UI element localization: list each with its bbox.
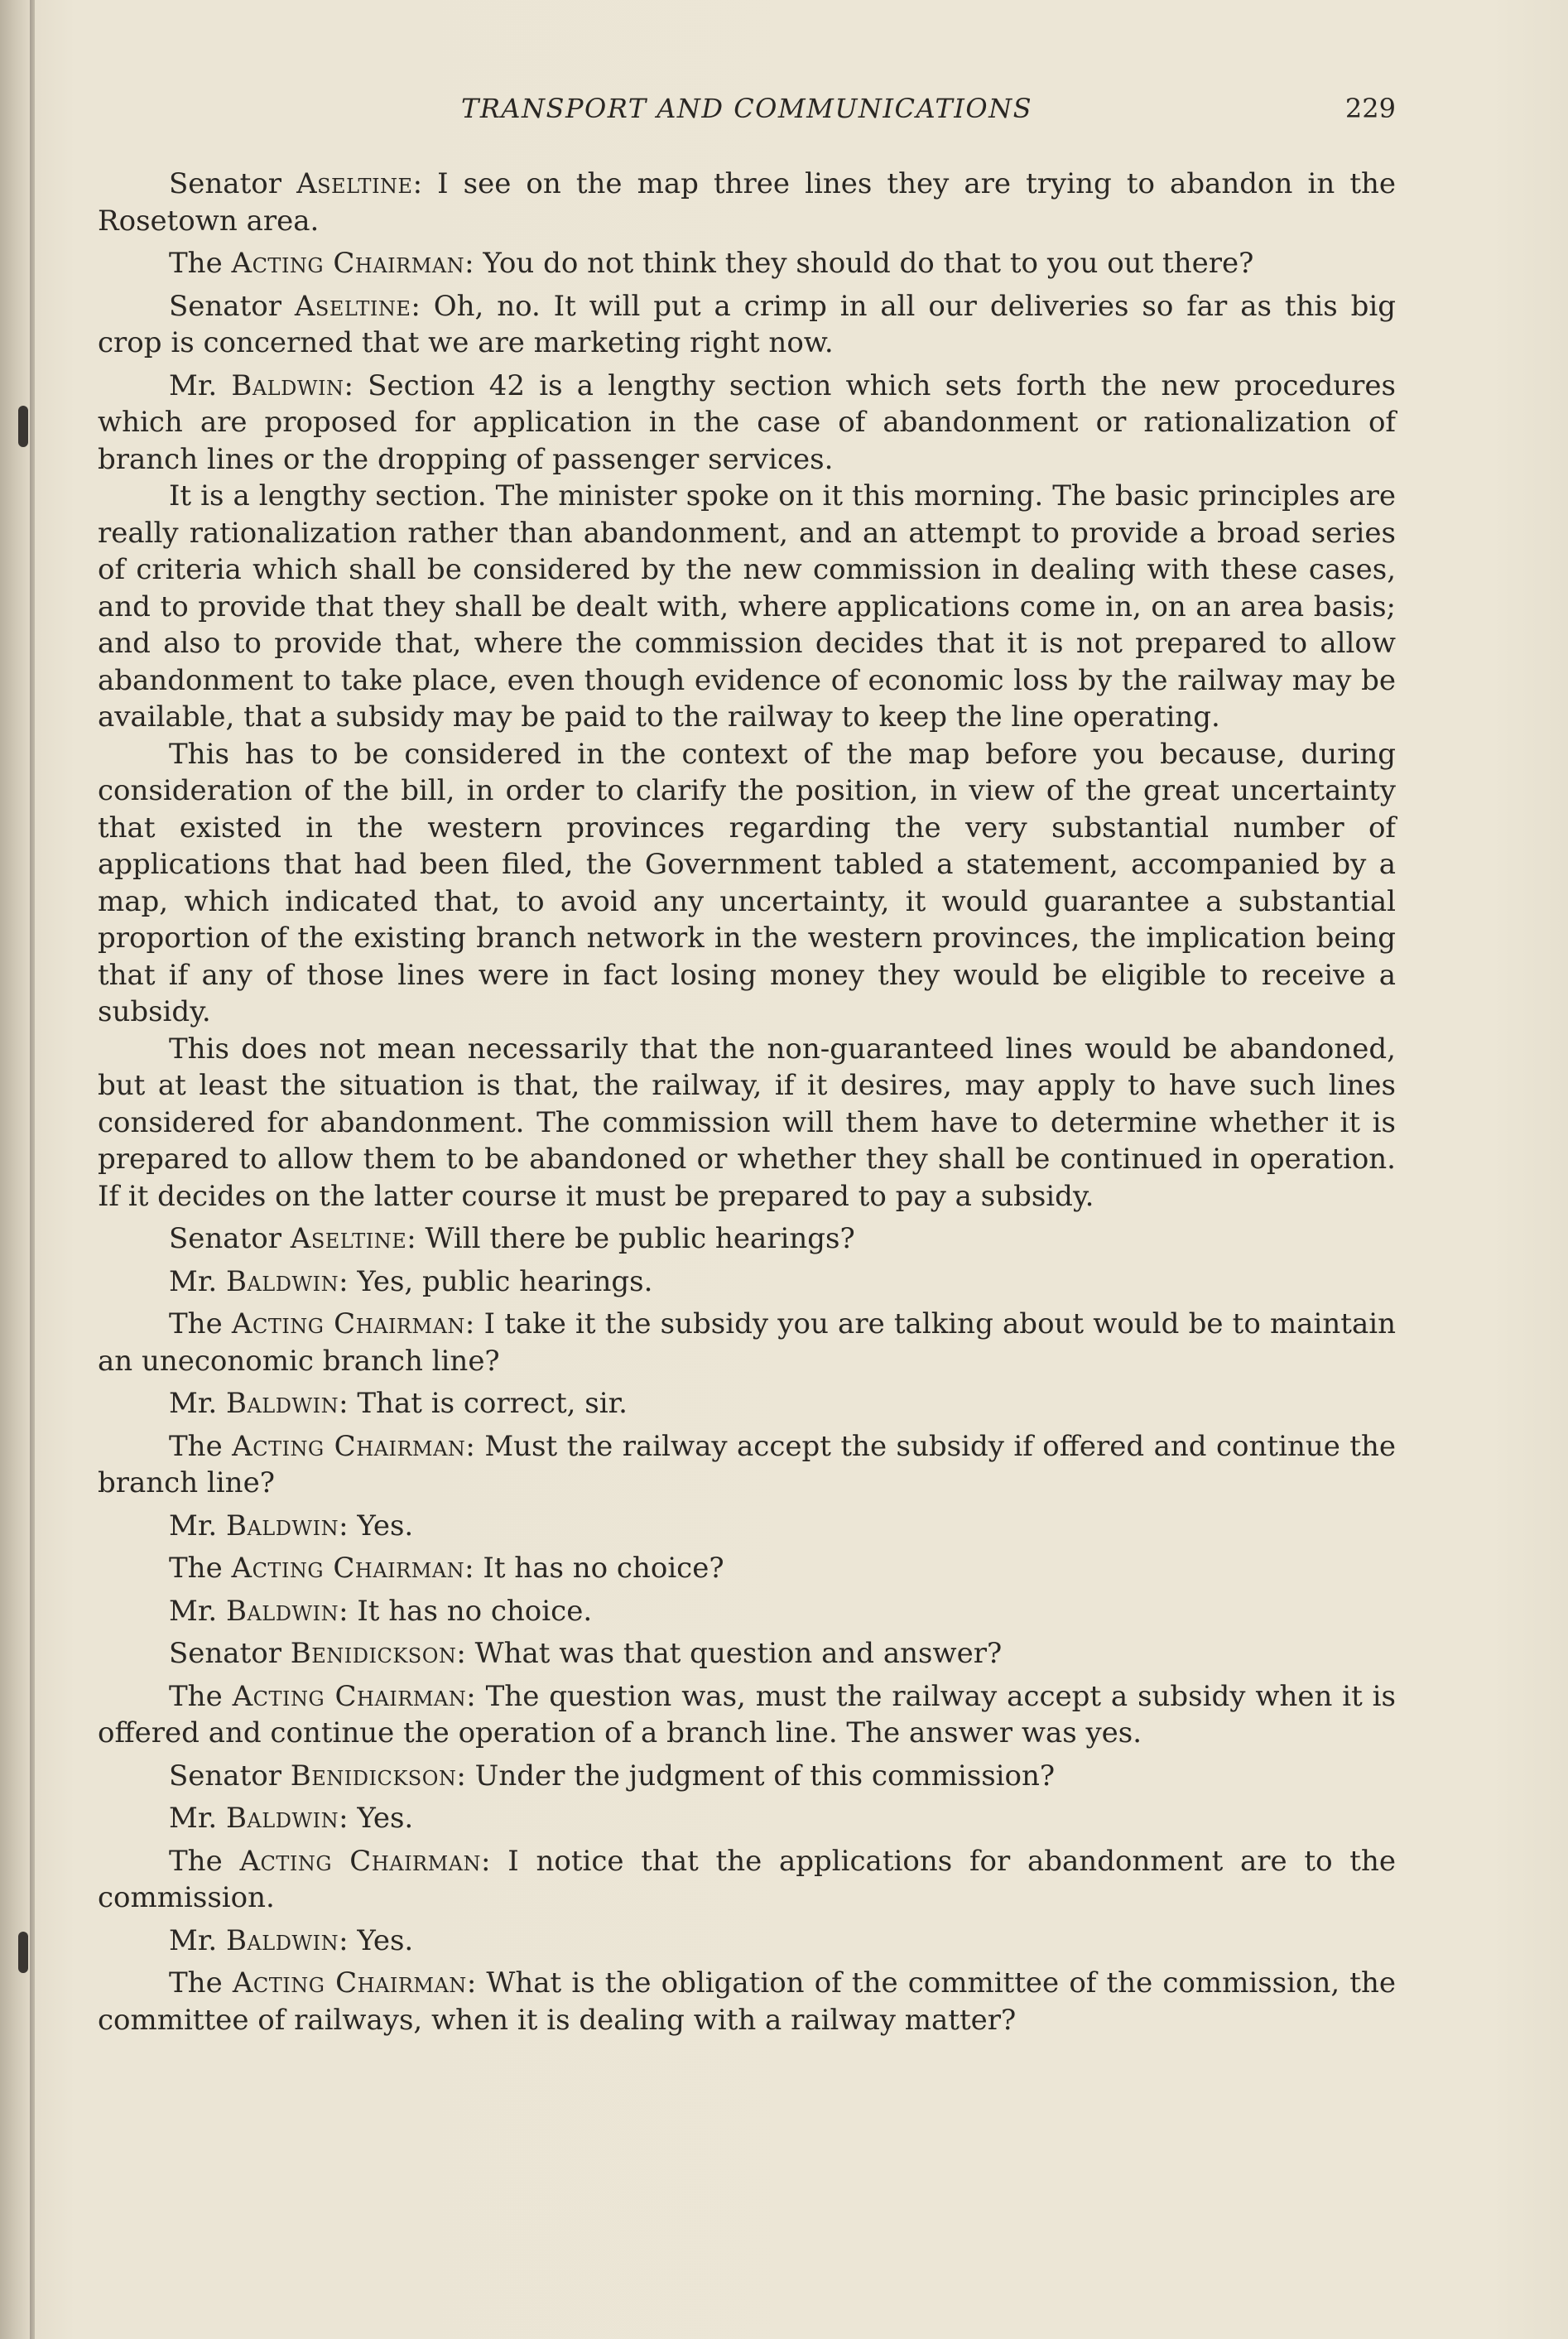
- paragraph-text: : It has no choice.: [339, 1594, 593, 1628]
- speaker-paragraph: [98, 1550, 1396, 1587]
- paragraph-text: : Under the judgment of this commission?: [456, 1759, 1056, 1793]
- paragraph-text: : Yes.: [339, 1509, 414, 1542]
- paragraph-text: This has to be considered in the context of the map before you because, during consideration of the bill, in order to clarify the position, in view of the great uncertainty that existed in the western provinces regarding the very substantial number of applications that had been filed, the Government tabled a statement, accompanied by a map, which indicated that, to avoid any uncertainty, it would guarantee a substantial proportion of the existing branch network in the western provinces, the implication being that if any of those lines were in fact losing money they would be eligible to receive a subsidy.: [98, 737, 1396, 1028]
- speaker-paragraph: [98, 245, 1396, 282]
- speaker-name: Baldwin: [231, 368, 344, 402]
- running-head: TRANSPORT AND COMMUNICATIONS: [460, 93, 1033, 124]
- speaker-name: Aseltine: [296, 167, 413, 200]
- speaker-paragraph: [98, 1593, 1396, 1630]
- paragraph-text: : I take it the subsidy you are talking about would be to maintain an uneconomic branch line?: [98, 1307, 1396, 1378]
- speaker-paragraph: [98, 1306, 1396, 1379]
- speaker-paragraph: [98, 1263, 1396, 1301]
- paragraph-text: : Will there be public hearings?: [406, 1222, 855, 1255]
- paragraph-text: : I see on the map three lines they are trying to abandon in the Rosetown area.: [98, 167, 1397, 238]
- speaker-title: Senator: [169, 1759, 291, 1793]
- paragraph-text: : I notice that the applications for abandonment are to the commission.: [98, 1844, 1396, 1914]
- margin-mark: [18, 406, 28, 447]
- speaker-paragraph: [98, 166, 1396, 239]
- speaker-paragraph: [98, 288, 1396, 362]
- speaker-title: Mr.: [169, 1802, 226, 1835]
- speaker-name: Acting Chairman: [231, 1552, 465, 1585]
- paragraph-text: : Yes.: [339, 1802, 414, 1835]
- speaker-paragraph: [98, 1758, 1396, 1795]
- paragraph-text: : Yes, public hearings.: [339, 1264, 653, 1298]
- speaker-name: Aseltine: [290, 1222, 407, 1255]
- speaker-title: Senator: [169, 167, 297, 200]
- speaker-name: Acting Chairman: [231, 1307, 465, 1340]
- page-header: [98, 93, 1396, 129]
- paragraph-text: : Oh, no. It will put a crimp in all our deliveries so far as this big crop is concerned that we are marketing right now.: [98, 289, 1396, 359]
- speaker-title: Senator: [169, 1222, 291, 1255]
- page-number: 229: [1344, 93, 1396, 124]
- speaker-name: Acting Chairman: [231, 247, 465, 280]
- paragraph-text: It is a lengthy section. The minister spoke on it this morning. The basic principles are really rationalization rather than abandonment, and an attempt to provide a broad series of criteria which shall be considered by the new commission in dealing with these cases, and to provide that they shall be dealt with, where applications come in, on an area basis; and also to provide that, where the commission decides that it is not prepared to allow abandonment to take place, even though evidence of economic loss by the railway may be available, that a subsidy may be paid to the railway to keep the line operating.: [98, 479, 1396, 734]
- speaker-paragraph: [98, 1428, 1396, 1502]
- continuation-paragraph: [98, 1031, 1396, 1215]
- speaker-name: Benidickson: [290, 1637, 457, 1670]
- speaker-name: Baldwin: [225, 1923, 339, 1957]
- speaker-name: Baldwin: [225, 1594, 339, 1628]
- paragraph-text: : Must the railway accept the subsidy if offered and continue the branch line?: [98, 1429, 1396, 1499]
- paragraph-text: : The question was, must the railway accept a subsidy when it is offered and continue the operation of a branch line. The answer was yes.: [98, 1679, 1396, 1749]
- paragraph-text: : What is the obligation of the committee of the commission, the committee of railways, when it is dealing with a railway matter?: [98, 1966, 1396, 2037]
- speaker-name: Baldwin: [225, 1264, 339, 1298]
- speaker-name: Baldwin: [225, 1387, 339, 1420]
- speaker-title: Senator: [169, 1637, 291, 1670]
- margin-mark: [18, 1932, 28, 1973]
- paragraph-text: This does not mean necessarily that the non-guaranteed lines would be abandoned, but at least the situation is that, the railway, if it desires, may apply to have such lines considered for abandonment. The commission will them have to determine whether it is prepared to allow them to be abandoned or whether they shall be continued in operation. If it decides on the latter course it must be prepared to pay a subsidy.: [98, 1032, 1396, 1213]
- speaker-title: The: [169, 247, 232, 280]
- speaker-name: Aseltine: [294, 289, 411, 323]
- speaker-paragraph: [98, 1843, 1396, 1917]
- speaker-paragraph: [98, 368, 1396, 479]
- paragraph-text: : It has no choice?: [464, 1552, 724, 1585]
- speaker-paragraph: [98, 1923, 1396, 1960]
- transcript-body: [98, 166, 1396, 2044]
- speaker-title: Mr.: [169, 1387, 226, 1420]
- speaker-title: Mr.: [169, 1594, 226, 1628]
- speaker-title: The: [169, 1429, 233, 1463]
- speaker-name: Acting Chairman: [232, 1429, 466, 1463]
- speaker-title: Mr.: [169, 1509, 226, 1542]
- speaker-paragraph: [98, 1385, 1396, 1422]
- speaker-name: Acting Chairman: [232, 1679, 467, 1713]
- speaker-title: The: [169, 1966, 233, 2000]
- binding-gutter: [30, 0, 35, 2339]
- speaker-name: Baldwin: [225, 1509, 339, 1542]
- speaker-paragraph: [98, 1220, 1396, 1258]
- speaker-title: The: [169, 1552, 232, 1585]
- speaker-title: The: [169, 1307, 232, 1340]
- paragraph-text: : That is correct, sir.: [339, 1387, 628, 1420]
- paragraph-text: : Section 42 is a lengthy section which sets forth the new procedures which are proposed for application in the case of abandonment or rationalization of branch lines or the dropping of passenger services.: [98, 368, 1396, 476]
- speaker-paragraph: [98, 1635, 1396, 1672]
- speaker-title: Senator: [169, 289, 295, 323]
- speaker-name: Baldwin: [225, 1802, 339, 1835]
- speaker-paragraph: [98, 1965, 1396, 2038]
- speaker-paragraph: [98, 1678, 1396, 1752]
- speaker-name: Acting Chairman: [232, 1966, 467, 2000]
- paragraph-text: : What was that question and answer?: [456, 1637, 1003, 1670]
- continuation-paragraph: [98, 736, 1396, 1031]
- speaker-title: Mr.: [169, 1923, 226, 1957]
- speaker-name: Acting Chairman: [239, 1844, 482, 1878]
- speaker-paragraph: [98, 1508, 1396, 1545]
- continuation-paragraph: [98, 478, 1396, 736]
- speaker-name: Benidickson: [290, 1759, 457, 1793]
- paragraph-text: : You do not think they should do that to you out there?: [464, 247, 1254, 280]
- speaker-paragraph: [98, 1800, 1396, 1837]
- speaker-title: Mr.: [169, 1264, 226, 1298]
- speaker-title: The: [169, 1679, 233, 1713]
- speaker-title: Mr.: [169, 368, 232, 402]
- paragraph-text: : Yes.: [339, 1923, 414, 1957]
- speaker-title: The: [169, 1844, 240, 1878]
